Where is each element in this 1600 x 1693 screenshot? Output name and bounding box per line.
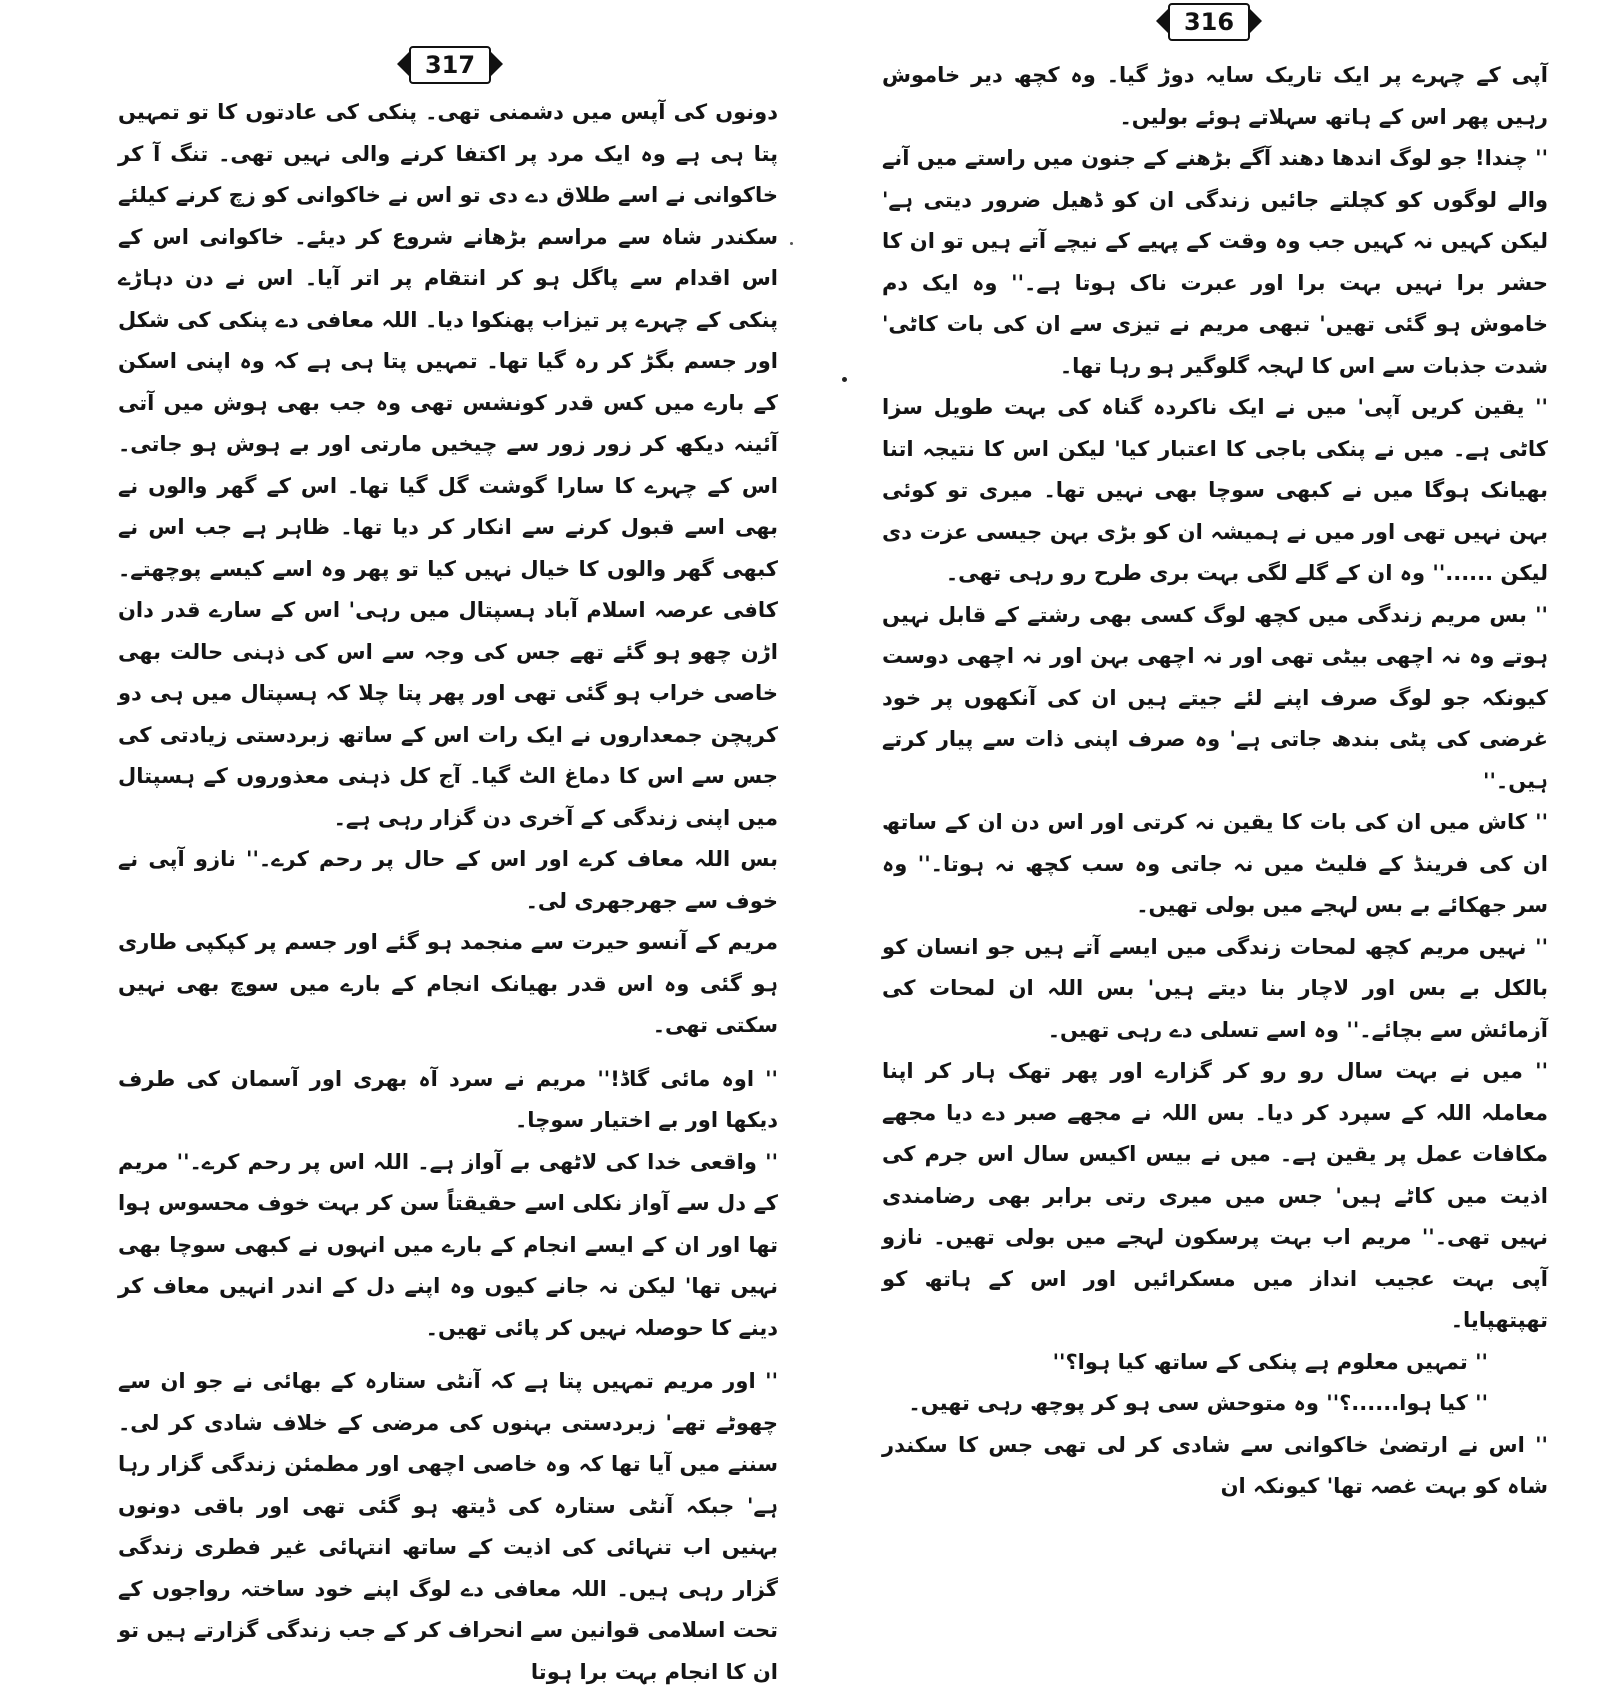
right-page-text xyxy=(882,55,1548,1508)
left-page-text xyxy=(118,92,778,1693)
left-paragraph-2: بس اللہ معاف کرے اور اس کے حال پر رحم کرے۔'' نازو آپی نے خوف سے جھرجھری لی۔ xyxy=(118,847,778,913)
right-paragraph-5: '' کاش میں ان کی بات کا یقین نہ کرتی اور اس دن ان کے ساتھ ان کی فرینڈ کے فلیٹ میں نہ جاتی وہ سب کچھ نہ ہوتا۔'' وہ سر جھکائے بے بس لہجے میں بولی تھیں۔ xyxy=(882,810,1548,917)
left-paragraph-3: مریم کے آنسو حیرت سے منجمد ہو گئے اور جسم پر کپکپی طاری ہو گئی وہ اس قدر بھیانک انجام کے بارے میں سوچ بھی نہیں سکتی تھی۔ xyxy=(118,930,778,1037)
right-paragraph-2: '' چندا! جو لوگ اندھا دھند آگے بڑھنے کے جنون میں راستے میں آنے والے لوگوں کو کچلتے جائیں زندگی ان کو ڈھیل ضرور دیتی ہے' لیکن کہیں نہ کہیں جب وہ وقت کے پہیے کے نیچے آتے ہیں تو ان کا حشر برا نہیں بہت برا اور عبرت ناک ہوتا ہے۔'' وہ ایک دم خاموش ہو گئی تھیں' تبھی مریم نے تیزی سے ان کی بات کاٹی' شدت جذبات سے اس کا لہجہ گلوگیر ہو رہا تھا۔ xyxy=(882,146,1548,378)
right-page xyxy=(810,0,1600,1498)
page-number-frame-left xyxy=(409,46,491,84)
right-paragraph-8: '' تمہیں معلوم ہے پنکی کے ساتھ کیا ہوا؟'' xyxy=(1052,1349,1488,1374)
right-paragraph-6: '' نہیں مریم کچھ لمحات زندگی میں ایسے آتے ہیں جو انسان کو بالکل بے بس اور لاچار بنا دیتے ہیں' بس اللہ ان لمحات کی آزمائش سے بچائے۔'' وہ اسے تسلی دے رہی تھیں۔ xyxy=(882,934,1548,1042)
right-paragraph-10: '' اس نے ارتضیٰ خاکوانی سے شادی کر لی تھی جس کا سکندر شاہ کو بہت غصہ تھا' کیونکہ ان xyxy=(882,1432,1548,1498)
left-paragraph-1: دونوں کی آپس میں دشمنی تھی۔ پنکی کی عادتوں کا تو تمہیں پتا ہی ہے وہ ایک مرد پر اکتفا کرنے والی نہیں تھی۔ تنگ آ کر خاکوانی نے اسے طلاق دے دی تو اس نے خاکوانی کو زچ کرنے کیلئے سکندر شاہ سے مراسم بڑھانے شروع کر دیئے۔ خاکوانی اس کے اس اقدام سے پاگل ہو کر انتقام پر اتر آیا۔ اس نے دن دہاڑے پنکی کے چہرے پر تیزاب پھنکوا دیا۔ اللہ معافی دے پنکی کی شکل اور جسم بگڑ کر رہ گیا تھا۔ تمہیں پتا ہی ہے کہ وہ اپنی اسکن کے بارے میں کس قدر کونشس تھی وہ جب بھی ہوش میں آتی آئینہ دیکھ کر زور زور سے چیخیں مارتی اور بے ہوش ہو جاتی۔ اس کے چہرے کا سارا گوشت گل گیا تھا۔ اس کے گھر والوں نے بھی اسے قبول کرنے سے انکار کر دیا تھا۔ ظاہر ہے جب اس نے کبھی گھر والوں کا خیال نہیں کیا تو پھر وہ اسے کیسے پوچھتے۔ کافی عرصہ اسلام آباد ہسپتال میں رہی' اس کے سارے قدر دان اڑن چھو ہو گئے تھے جس کی وجہ سے اس کی ذہنی حالت بھی خاصی خراب ہو گئی تھی اور پھر پتا چلا کہ ہسپتال میں ہی دو کرپچن جمعداروں نے ایک رات اس کے ساتھ زبردستی زیادتی کی جس سے اس کا دماغ الٹ گیا۔ آج کل ذہنی معذوروں کے ہسپتال میں اپنی زندگی کے آخری دن گزار رہی ہے۔ xyxy=(118,100,778,830)
right-paragraph-7: '' میں نے بہت سال رو رو کر گزارے اور پھر تھک ہار کر اپنا معاملہ اللہ کے سپرد کر دیا۔ بس اللہ نے مجھے صبر دے دیا مجھے مکافات عمل پر یقین ہے۔ میں نے بیس اکیس سال اس جرم کی اذیت میں کاٹے ہیں' جس میں میری رتی برابر بھی رضامندی نہیں تھی۔'' مریم اب بہت پرسکون لہجے میں بولی تھیں۔ نازو آپی بہت عجیب انداز میں مسکرائیں اور اس کے ہاتھ کو تھپتھپایا۔ xyxy=(882,1059,1548,1332)
page-number-right: 316 xyxy=(1183,8,1235,36)
left-paragraph-5: '' واقعی خدا کی لاٹھی بے آواز ہے۔ اللہ اس پر رحم کرے۔'' مریم کے دل سے آواز نکلی اسے حقیقتاً سن کر بہت خوف محسوس ہوا تھا اور ان کے ایسے انجام کے بارے میں انہوں نے کبھی سوچا بھی نہیں تھا' لیکن نہ جانے کیوں وہ اپنے دل کے اندر انہیں معاف کر دینے کا حوصلہ نہیں کر پائی تھیں۔ xyxy=(118,1149,778,1340)
page-number-badge-right xyxy=(1154,2,1264,42)
page-number-badge-left xyxy=(395,45,505,85)
page-number-frame-right xyxy=(1168,3,1250,41)
page-number-left: 317 xyxy=(424,51,476,79)
scan-speck-small xyxy=(790,242,793,245)
right-paragraph-4: '' بس مریم زندگی میں کچھ لوگ کسی بھی رشتے کے قابل نہیں ہوتے وہ نہ اچھی بیٹی تھی اور نہ اچھی بہن اور نہ اچھی دوست کیونکہ جو لوگ صرف اپنے لئے جیتے ہیں ان کی آنکھوں پر خود غرضی کی پٹی بندھ جاتی ہے' وہ صرف اپنی ذات سے پیار کرتے ہیں۔'' xyxy=(882,602,1548,793)
right-paragraph-9: '' کیا ہوا......؟'' وہ متوحش سی ہو کر پوچھ رہی تھیں۔ xyxy=(908,1391,1488,1415)
right-paragraph-1: آپی کے چہرے پر ایک تاریک سایہ دوڑ گیا۔ وہ کچھ دیر خاموش رہیں پھر اس کے ہاتھ سہلاتے ہوئے بولیں۔ xyxy=(882,63,1548,129)
right-paragraph-3: '' یقین کریں آپی' میں نے ایک ناکردہ گناہ کی بہت طویل سزا کاٹی ہے۔ میں نے پنکی باجی کا اعتبار کیا' لیکن اس کا نتیجہ اتنا بھیانک ہوگا میں نے کبھی سوچا بھی نہیں تھا۔ میری تو کوئی بہن نہیں تھی اور میں نے ہمیشہ ان کو بڑی بہن جیسی عزت دی لیکن ......'' وہ ان کے گلے لگی بہت بری طرح رو رہی تھی۔ xyxy=(882,395,1548,585)
left-paragraph-4: '' اوہ مائی گاڈ!'' مریم نے سرد آہ بھری اور آسمان کی طرف دیکھا اور بے اختیار سوچا۔ xyxy=(118,1066,778,1132)
left-paragraph-6: '' اور مریم تمہیں پتا ہے کہ آنٹی ستارہ کے بھائی نے جو ان سے چھوٹے تھے' زبردستی بہنوں کی مرضی کے خلاف شادی کر لی۔ سننے میں آیا تھا کہ وہ خاصی اچھی اور مطمئن زندگی گزار رہا ہے' جبکہ آنٹی ستارہ کی ڈیتھ ہو گئی تھی اور باقی دونوں بہنیں اب تنہائی کی اذیت کے ساتھ انتہائی غیر فطری زندگی گزار رہی ہیں۔ اللہ معافی دے لوگ اپنے خود ساختہ رواجوں کے تحت اسلامی قوانین سے انحراف کر کے جب زندگی گزارتے ہیں تو ان کا انجام بہت برا ہوتا xyxy=(118,1369,778,1684)
